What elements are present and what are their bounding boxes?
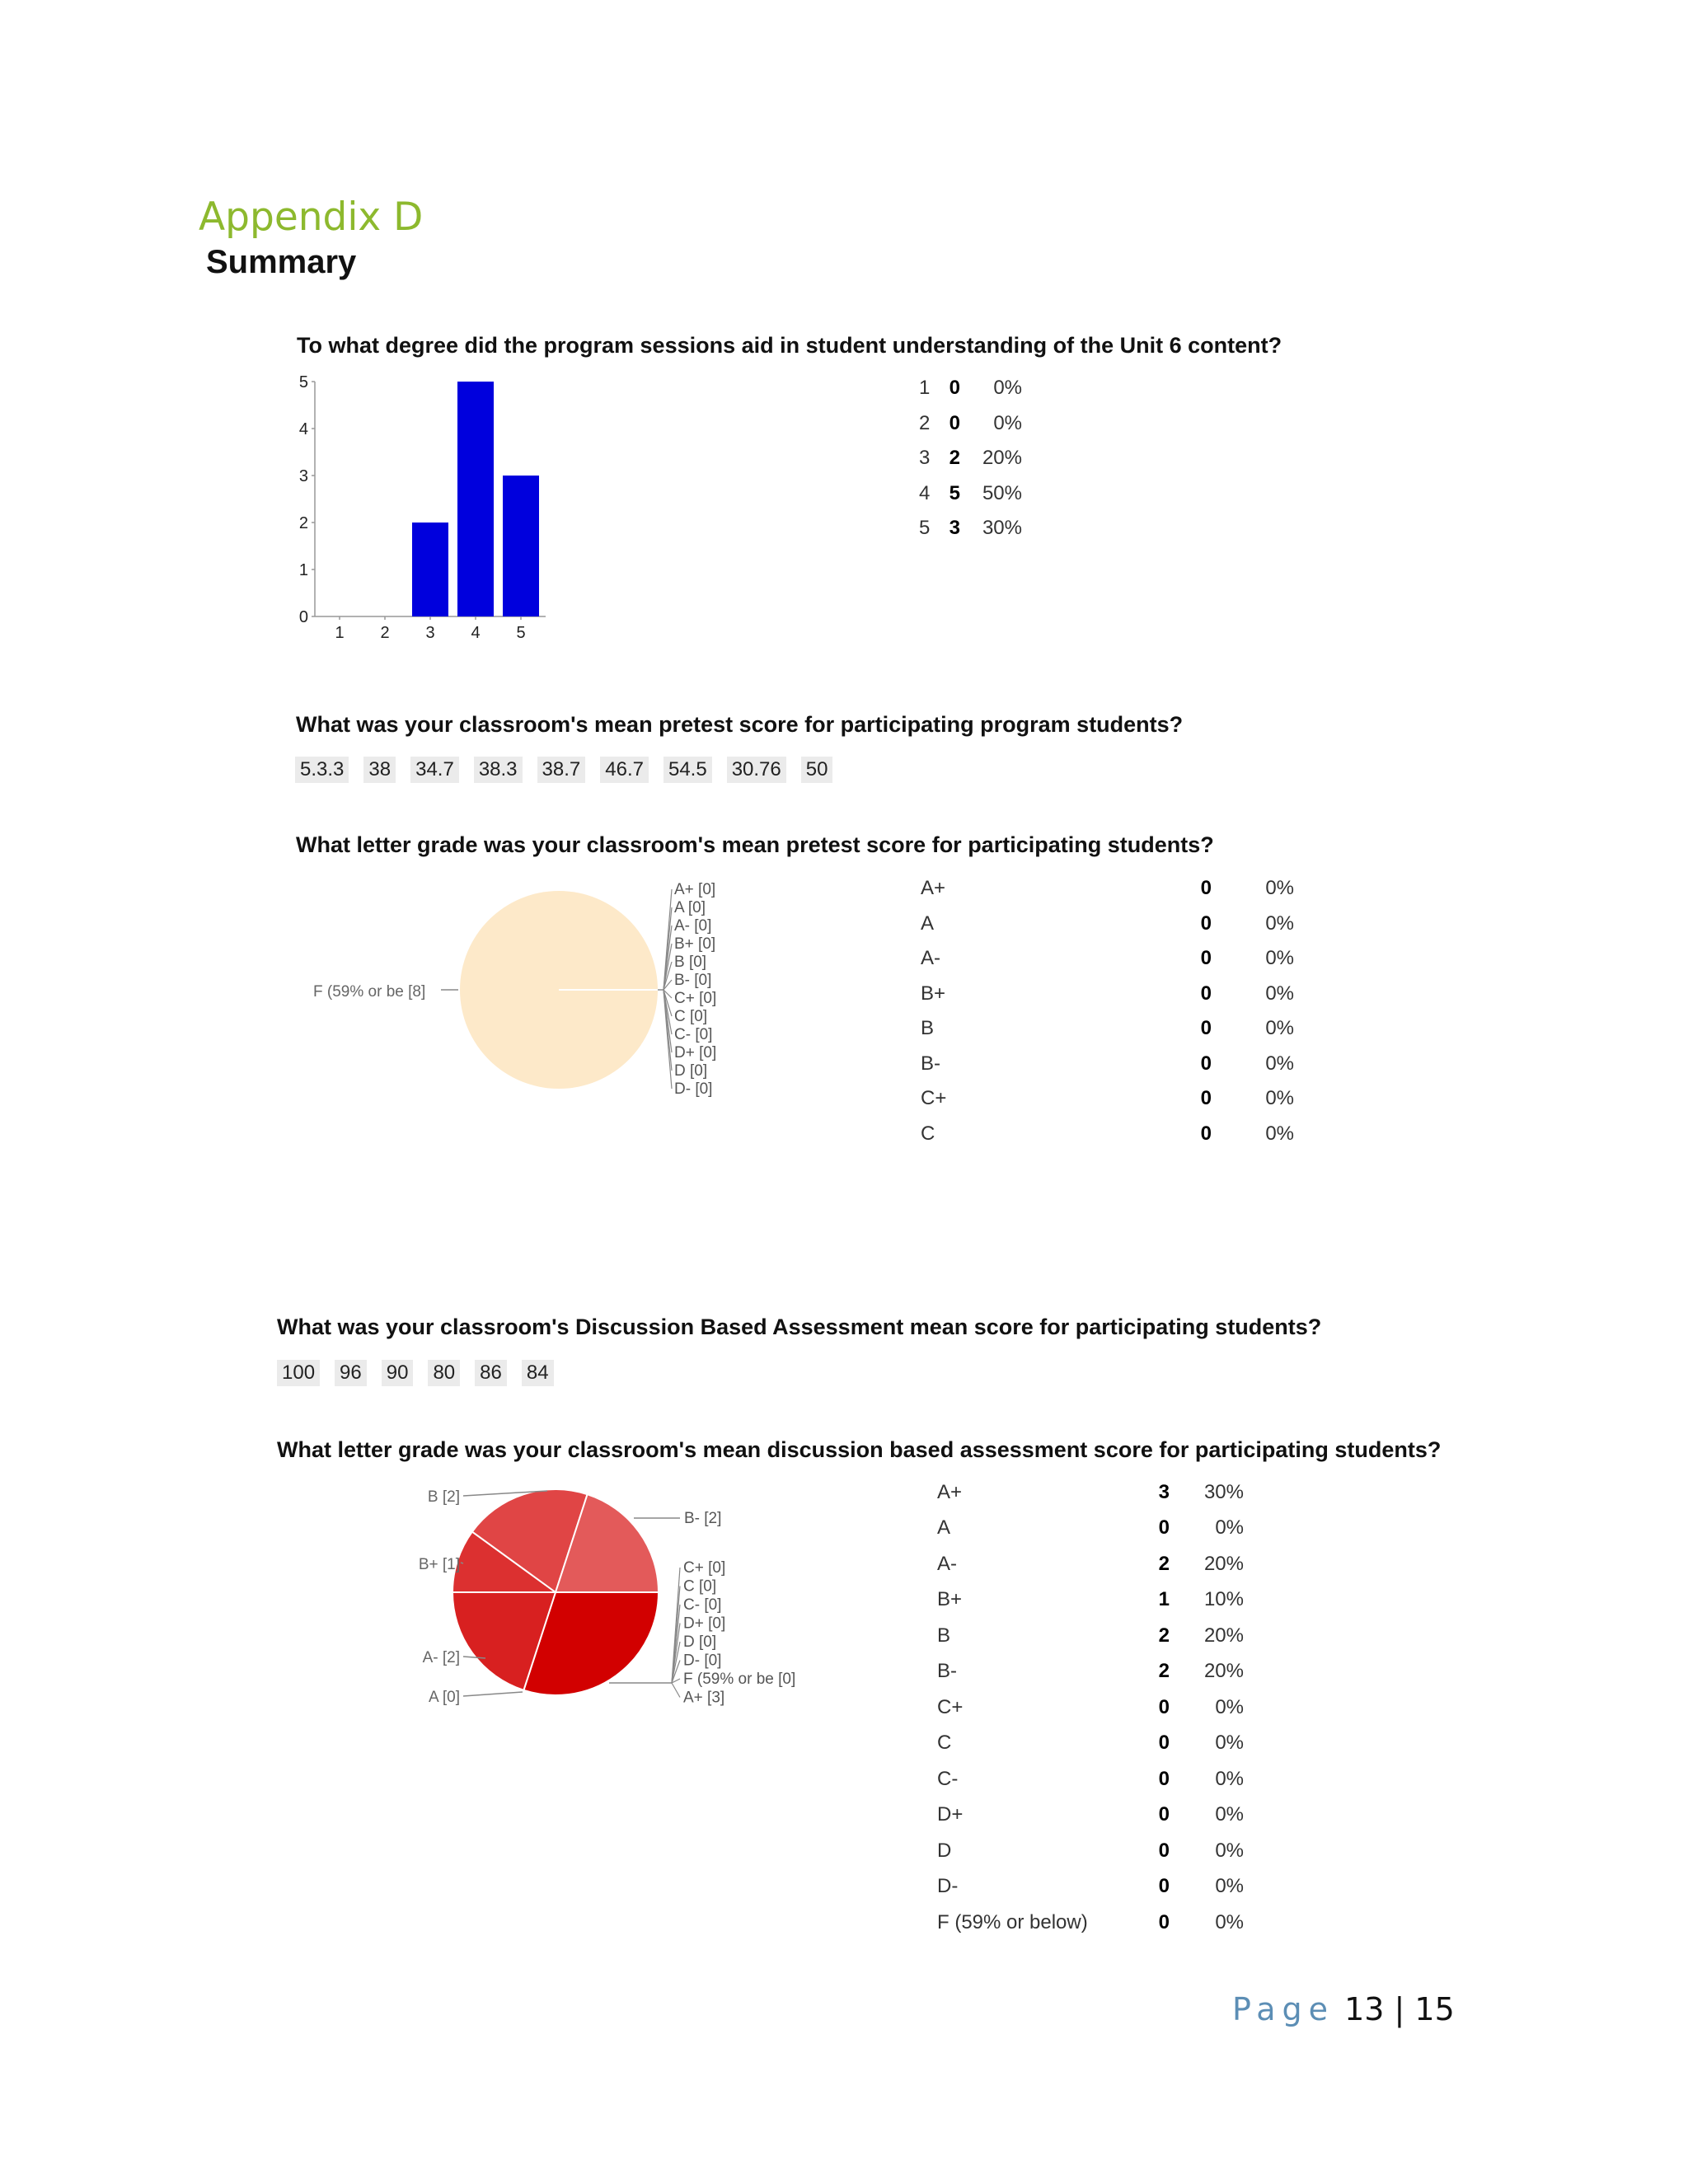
q1-row-label: 4: [919, 481, 931, 504]
y-tick-label: 0: [298, 608, 308, 626]
x-tick-label: 4: [471, 624, 481, 642]
q5-row-label: B: [937, 1624, 951, 1647]
q5-row-label: D: [937, 1839, 952, 1862]
x-tick-label: 1: [335, 624, 345, 642]
y-tick-label: 2: [298, 514, 308, 532]
q1-row-percent: 0%: [993, 411, 1022, 434]
q5-pie-chart: [363, 1475, 857, 1714]
q5-row: [937, 1618, 1244, 1654]
q1-row-label: 5: [919, 517, 931, 540]
q1-row-label: 3: [919, 447, 931, 470]
q3-row: [921, 871, 1294, 907]
q3-row-label: C+: [921, 1087, 947, 1110]
q5-results-table: [937, 1474, 1244, 1941]
pie-right-label: C- [0]: [674, 1026, 713, 1043]
q2-response-chip: 38.7: [537, 757, 586, 783]
q5-row-label: A+: [937, 1480, 963, 1503]
x-tick-label: 5: [516, 624, 526, 642]
pie-right-label: D+ [0]: [674, 1044, 717, 1062]
q5-row-percent: 0%: [1215, 1516, 1244, 1540]
q2-response-chip: 30.76: [727, 757, 786, 783]
q3-row-label: A-: [921, 947, 940, 970]
y-tick-label: 1: [298, 561, 308, 579]
bar-4: [457, 382, 494, 616]
q5-row-count: 0: [1158, 1803, 1170, 1826]
pie-right-label: B- [2]: [684, 1510, 722, 1527]
pie-right-label: A+ [3]: [683, 1689, 725, 1707]
q3-pie-chart: [297, 874, 758, 1113]
q1-row-percent: 20%: [982, 447, 1022, 470]
page-label: Page: [1232, 1991, 1334, 2027]
q2-response-chip: 50: [801, 757, 833, 783]
y-tick-label: 3: [298, 467, 308, 485]
pie-left-label: A- [2]: [422, 1649, 460, 1666]
q2-response-chip: 38: [363, 757, 396, 783]
q5-row-percent: 0%: [1215, 1803, 1244, 1826]
q4-response-chip: 84: [522, 1360, 554, 1386]
pie-right-label: D [0]: [683, 1633, 717, 1651]
q5-question: What letter grade was your classroom's mean discussion based assessment score for participating students?: [277, 1437, 1442, 1462]
pie-right-label: A+ [0]: [674, 881, 716, 898]
q5-row-percent: 20%: [1203, 1552, 1244, 1575]
q3-row-count: 0: [1200, 1087, 1212, 1110]
pie-right-label: A- [0]: [674, 917, 712, 935]
pie-right-label: B- [0]: [674, 972, 712, 989]
q5-row: [937, 1474, 1244, 1511]
q3-row-percent: 0%: [1265, 1017, 1294, 1040]
q3-row-count: 0: [1200, 1052, 1212, 1075]
q1-row-label: 2: [919, 411, 931, 434]
q2-response-chip: 34.7: [410, 757, 459, 783]
q3-row-percent: 0%: [1265, 877, 1294, 900]
q5-row-count: 0: [1158, 1516, 1170, 1540]
q5-row-label: D-: [937, 1875, 959, 1898]
pie-right-label: F (59% or be [0]: [683, 1671, 796, 1688]
pie-left-label: B+ [1]: [418, 1556, 460, 1573]
q1-question: To what degree did the program sessions aid in student understanding of the Unit 6 content?: [297, 333, 1282, 358]
q5-row-label: B+: [937, 1588, 963, 1611]
q5-row: [937, 1654, 1244, 1690]
q3-row-label: A+: [921, 877, 946, 900]
pie-right-label: D [0]: [674, 1062, 708, 1080]
label-leader: [672, 1683, 680, 1698]
q5-row-label: C: [937, 1732, 952, 1755]
q3-row: [921, 977, 1294, 1012]
q3-row: [921, 1047, 1294, 1082]
q1-row-percent: 30%: [982, 517, 1022, 540]
label-leader: [463, 1692, 523, 1696]
q3-row-count: 0: [1200, 912, 1212, 935]
q4-response-chip: 90: [382, 1360, 414, 1386]
x-tick-label: 3: [425, 624, 435, 642]
summary-heading: Summary: [206, 244, 357, 280]
q3-results-table: [921, 871, 1294, 1151]
q2-response-chip: 38.3: [474, 757, 523, 783]
pie-right-label: C- [0]: [683, 1596, 722, 1614]
q1-row-count: 5: [949, 481, 960, 504]
bar-3: [412, 523, 448, 616]
q5-row-label: C+: [937, 1695, 964, 1718]
q5-row-percent: 0%: [1215, 1767, 1244, 1790]
q5-row-count: 2: [1158, 1660, 1170, 1683]
q5-row-count: 0: [1158, 1910, 1170, 1933]
pie-right-label: A [0]: [674, 899, 706, 916]
q5-row: [937, 1833, 1244, 1869]
q3-row-count: 0: [1200, 877, 1212, 900]
q5-row: [937, 1869, 1244, 1905]
q5-row-label: B-: [937, 1660, 957, 1683]
pie-left-label: F (59% or be [8]: [313, 983, 426, 1001]
q3-row: [921, 1081, 1294, 1117]
pie-right-label: C+ [0]: [683, 1559, 726, 1577]
q3-row: [921, 1011, 1294, 1047]
q2-responses: [295, 757, 847, 783]
q5-row: [937, 1905, 1244, 1941]
q5-row-percent: 0%: [1215, 1732, 1244, 1755]
q5-row-percent: 0%: [1215, 1839, 1244, 1862]
q3-row-label: C: [921, 1122, 935, 1145]
q1-results-table: [919, 371, 1022, 546]
q1-row: [919, 441, 1022, 476]
q5-row-label: F (59% or below): [937, 1910, 1088, 1933]
q3-row-count: 0: [1200, 1122, 1212, 1145]
y-tick-label: 5: [298, 373, 308, 391]
pie-left-label: B [2]: [427, 1488, 460, 1506]
q5-row: [937, 1797, 1244, 1834]
page-footer: [1232, 1991, 1455, 2027]
q3-row-percent: 0%: [1265, 947, 1294, 970]
q3-row-percent: 0%: [1265, 912, 1294, 935]
q3-row-count: 0: [1200, 1017, 1212, 1040]
pie-right-label: B+ [0]: [674, 935, 716, 953]
q5-row-count: 0: [1158, 1875, 1170, 1898]
q5-row-percent: 0%: [1215, 1910, 1244, 1933]
q3-row-label: B+: [921, 982, 946, 1005]
pie-right-label: D- [0]: [674, 1080, 713, 1098]
q1-row: [919, 371, 1022, 406]
q5-row-percent: 20%: [1203, 1624, 1244, 1647]
q5-row-count: 0: [1158, 1695, 1170, 1718]
q5-row: [937, 1511, 1244, 1547]
q1-row-percent: 50%: [982, 481, 1022, 504]
pie-left-label: A [0]: [428, 1689, 460, 1706]
q2-response-chip: 5.3.3: [295, 757, 349, 783]
q1-row-count: 2: [949, 447, 960, 470]
q4-response-chip: 80: [428, 1360, 460, 1386]
q3-row-percent: 0%: [1265, 982, 1294, 1005]
q3-row-percent: 0%: [1265, 1087, 1294, 1110]
q3-row: [921, 1117, 1294, 1152]
q3-row-label: B-: [921, 1052, 940, 1075]
q5-row-label: D+: [937, 1803, 964, 1826]
q5-row-count: 1: [1158, 1588, 1170, 1611]
q4-response-chip: 100: [277, 1360, 320, 1386]
q3-row-label: B: [921, 1017, 935, 1040]
q5-row-count: 2: [1158, 1624, 1170, 1647]
q5-row: [937, 1546, 1244, 1582]
q5-row: [937, 1582, 1244, 1619]
page-number: 13 | 15: [1344, 1991, 1455, 2027]
q5-row-count: 0: [1158, 1732, 1170, 1755]
q3-row-count: 0: [1200, 947, 1212, 970]
q3-row: [921, 907, 1294, 942]
q3-row-count: 0: [1200, 982, 1212, 1005]
q5-row-percent: 10%: [1203, 1588, 1244, 1611]
q2-response-chip: 46.7: [600, 757, 649, 783]
q5-row-percent: 20%: [1203, 1660, 1244, 1683]
q1-row-count: 3: [949, 517, 960, 540]
q3-row: [921, 941, 1294, 977]
q2-question: What was your classroom's mean pretest score for participating program students?: [296, 712, 1184, 737]
q5-row: [937, 1761, 1244, 1797]
q5-row-label: A-: [937, 1552, 957, 1575]
q5-row-percent: 0%: [1215, 1695, 1244, 1718]
q3-row-percent: 0%: [1265, 1052, 1294, 1075]
q3-question: What letter grade was your classroom's mean pretest score for participating students?: [296, 832, 1214, 857]
q5-row: [937, 1726, 1244, 1762]
q1-row-percent: 0%: [993, 377, 1022, 400]
q5-row-label: A: [937, 1516, 951, 1540]
pie-right-label: D- [0]: [683, 1652, 722, 1670]
q5-row-count: 0: [1158, 1767, 1170, 1790]
q5-row: [937, 1690, 1244, 1726]
pie-right-label: B [0]: [674, 954, 707, 971]
pie-right-label: D+ [0]: [683, 1615, 726, 1633]
q5-row-label: C-: [937, 1767, 959, 1790]
q1-row: [919, 511, 1022, 546]
q1-row: [919, 476, 1022, 512]
appendix-heading: Appendix D: [199, 194, 424, 240]
x-tick-label: 2: [380, 624, 390, 642]
q1-row-count: 0: [949, 377, 960, 400]
pie-right-label: C+ [0]: [674, 990, 717, 1007]
q4-question: What was your classroom's Discussion Based Assessment mean score for participating students?: [277, 1315, 1322, 1339]
q1-row-label: 1: [919, 377, 931, 400]
y-tick-label: 4: [298, 420, 308, 438]
pie-right-label: C [0]: [683, 1577, 717, 1596]
q1-row: [919, 406, 1022, 442]
q5-row-percent: 0%: [1215, 1875, 1244, 1898]
q2-response-chip: 54.5: [663, 757, 712, 783]
q5-row-count: 3: [1158, 1480, 1170, 1503]
q3-row-label: A: [921, 912, 935, 935]
q5-row-percent: 30%: [1203, 1480, 1244, 1503]
q4-response-chip: 96: [335, 1360, 367, 1386]
pie-right-label: C [0]: [674, 1008, 708, 1025]
bar-5: [503, 476, 539, 616]
q4-responses: [277, 1360, 569, 1386]
q4-response-chip: 86: [475, 1360, 507, 1386]
q3-row-percent: 0%: [1265, 1122, 1294, 1145]
q5-row-count: 2: [1158, 1552, 1170, 1575]
q1-bar-chart: [288, 371, 560, 651]
q1-row-count: 0: [949, 411, 960, 434]
q5-row-count: 0: [1158, 1839, 1170, 1862]
